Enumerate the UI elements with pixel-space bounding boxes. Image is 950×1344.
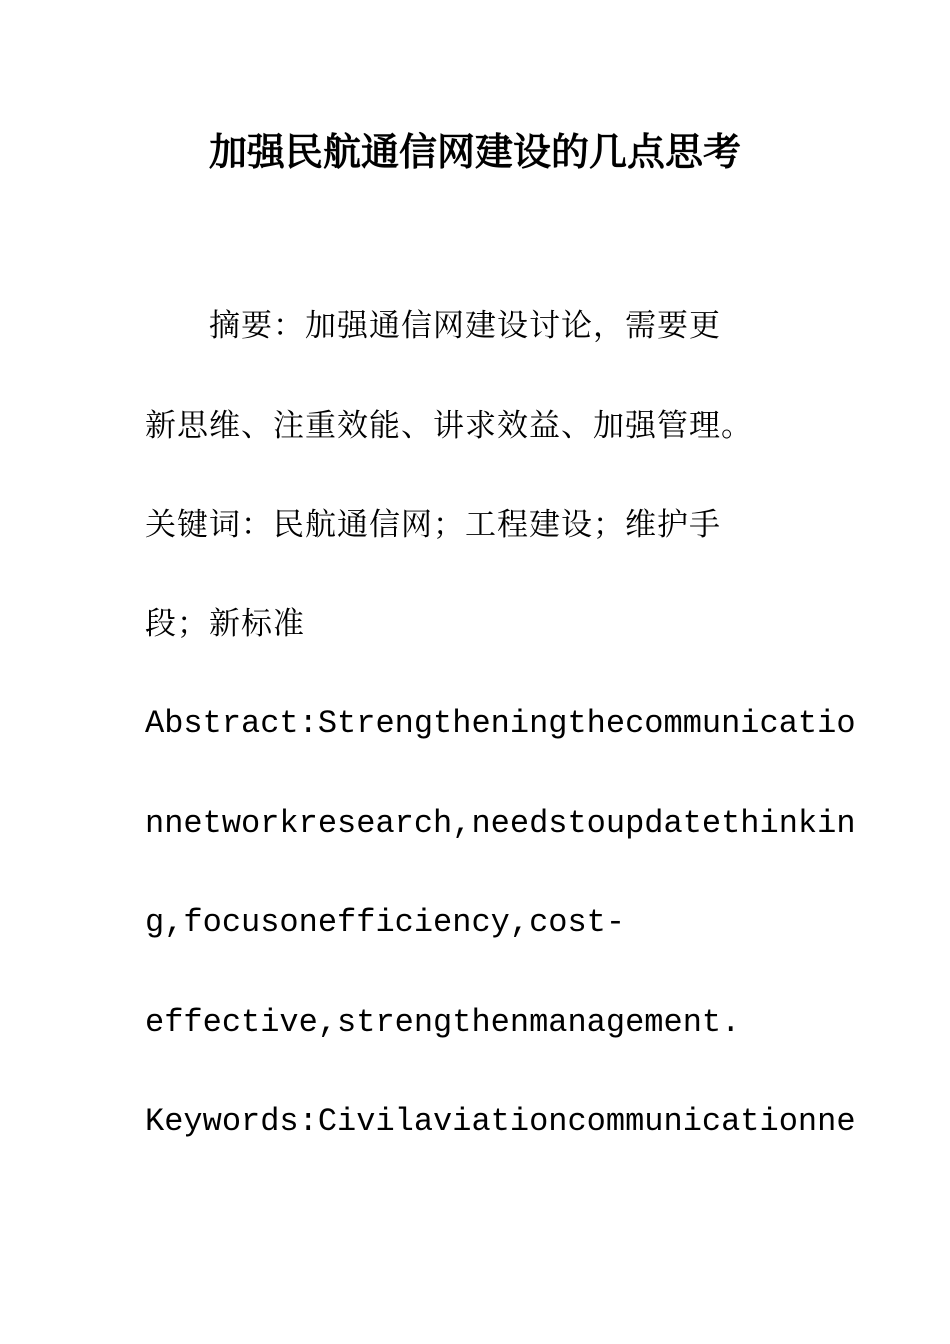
- abstract-cn-line-1: 摘要：加强通信网建设讨论，需要更: [145, 308, 721, 344]
- abstract-cn-line-2: 新思维、注重效能、讲求效益、加强管理。: [145, 408, 753, 444]
- keywords-cn-line-2: 段；新标准: [145, 606, 305, 642]
- abstract-en-line-1: Abstract:Strengtheningthecommunicatio: [145, 705, 856, 742]
- abstract-en-line-2: nnetworkresearch,needstoupdatethinkin: [145, 805, 856, 842]
- keywords-cn-line-1: 关键词：民航通信网；工程建设；维护手: [145, 507, 721, 543]
- keywords-en-line-1: Keywords:Civilaviationcommunicationne: [145, 1103, 856, 1140]
- document-title: 加强民航通信网建设的几点思考: [208, 129, 741, 174]
- abstract-en-line-4: effective,strengthenmanagement.: [145, 1004, 741, 1041]
- abstract-en-line-3: g,focusonefficiency,cost-: [145, 904, 626, 941]
